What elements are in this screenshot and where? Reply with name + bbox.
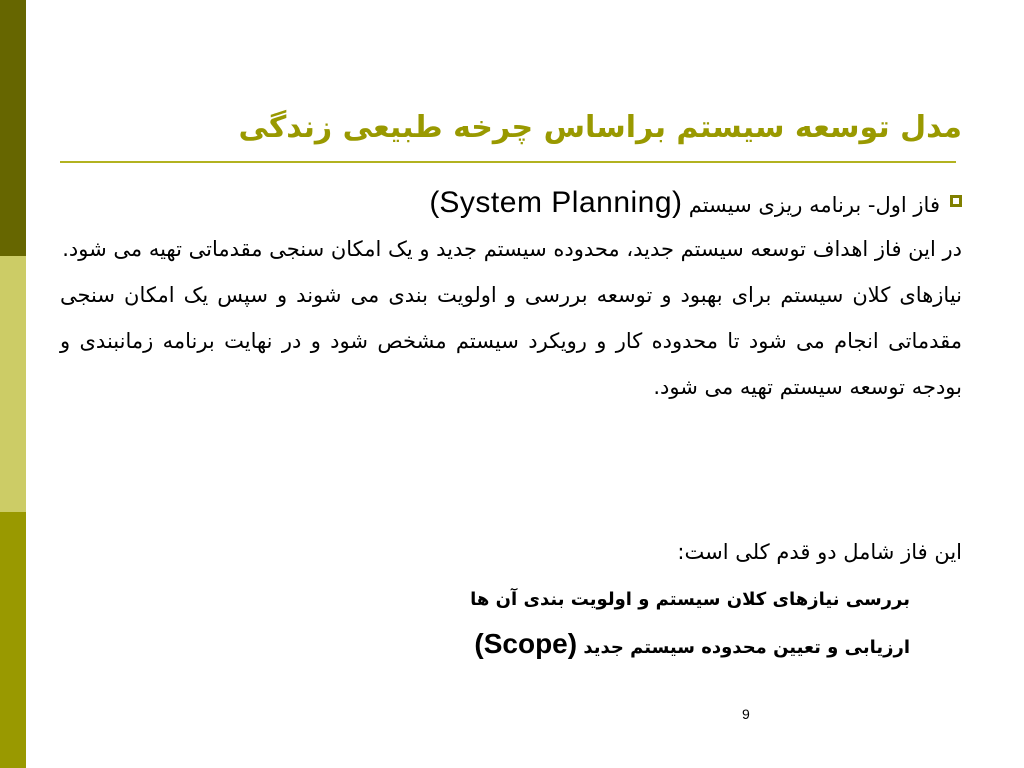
side-bar-segment-middle [0,256,26,512]
bullet-text [429,180,940,228]
paragraph-phase-details: نیازهای کلان سیستم برای بهبود و توسعه بررسی و اولویت بندی می شوند و سپس یک امکان سنجی مقدماتی انجام می شود تا محدوده کار و رویکرد سیستم مشخص شود و در نهایت برنامه زمانبندی و بودجه توسعه سیستم تهیه می شود. [60,283,962,399]
square-bullet-icon [950,195,962,207]
side-bar-segment-top [0,0,26,256]
step-text: بررسی نیازهای کلان سیستم و اولویت بندی آن ها [470,589,910,610]
paragraph-phase-description: در این فاز اهداف توسعه سیستم جدید، محدوده سیستم جدید و یک امکان سنجی مقدماتی تهیه می شود. [62,237,962,261]
side-decoration-bar [0,0,26,768]
bullet-label-persian: فاز اول- برنامه ریزی سیستم [688,193,940,217]
slide-content [60,180,962,659]
bullet-item-phase-one [60,180,962,226]
title-underline [60,161,956,163]
steps-intro: این فاز شامل دو قدم کلی است: [677,540,962,564]
slide-title: مدل توسعه سیستم براساس چرخه طبیعی زندگی [238,110,962,145]
step-item [470,580,910,620]
step-text: ارزیابی و تعیین محدوده سیستم جدید [583,637,910,658]
page-number: 9 [742,706,750,722]
step-item [474,624,910,668]
bullet-label-english: (System Planning) [429,186,683,219]
step-scope-label: (Scope) [474,628,578,659]
side-bar-segment-bottom [0,512,26,768]
